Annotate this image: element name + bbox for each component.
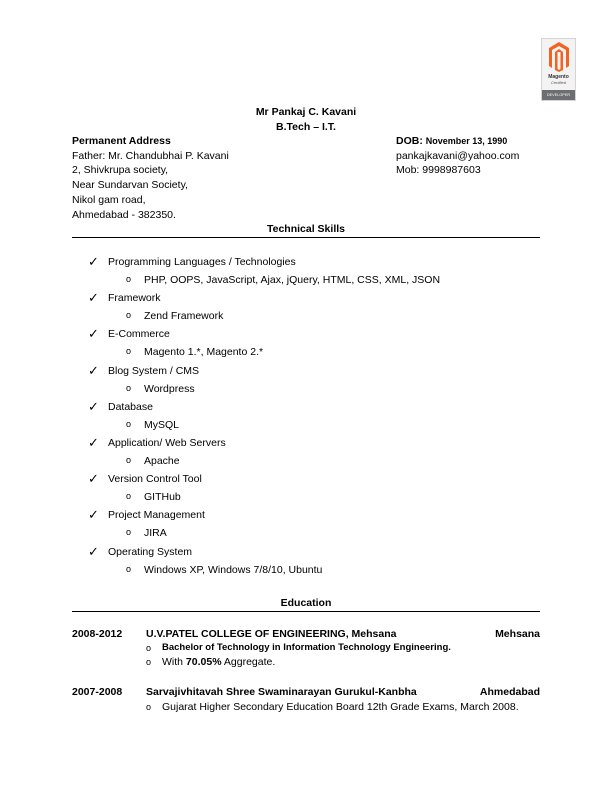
checkmark-icon: ✓ bbox=[88, 434, 99, 450]
aggregate-suffix: Aggregate. bbox=[221, 656, 276, 668]
address-line: Ahmedabad - 382350. bbox=[72, 209, 176, 221]
dob-label: DOB: bbox=[396, 135, 423, 147]
mobile: Mob: 9998987603 bbox=[396, 164, 481, 176]
address-heading: Permanent Address bbox=[72, 135, 171, 147]
skills-list bbox=[88, 254, 548, 580]
aggregate-value: 70.05% bbox=[185, 656, 222, 668]
skill-detail: Zend Framework bbox=[144, 310, 224, 323]
circle-bullet-icon: o bbox=[126, 563, 132, 574]
section-title-technical-skills: Technical Skills bbox=[266, 223, 345, 235]
skill-detail: PHP, OOPS, JavaScript, Ajax, jQuery, HTML, CSS, XML, JSON bbox=[144, 274, 441, 286]
skill-detail: Apache bbox=[144, 454, 180, 467]
dob bbox=[396, 135, 507, 147]
divider bbox=[72, 611, 540, 612]
circle-bullet-icon: o bbox=[126, 527, 132, 538]
aggregate-prefix: With bbox=[162, 656, 186, 668]
checkmark-icon: ✓ bbox=[88, 543, 99, 559]
skill-item bbox=[88, 326, 548, 362]
circle-bullet-icon: o bbox=[126, 346, 132, 357]
email[interactable]: pankajkavani@yahoo.com bbox=[396, 150, 520, 162]
checkmark-icon: ✓ bbox=[88, 254, 99, 269]
section-title-education: Education bbox=[280, 597, 332, 609]
skill-detail: MySQL bbox=[144, 418, 180, 431]
skill-item bbox=[88, 399, 548, 435]
magento-logo-icon bbox=[549, 42, 569, 72]
checkmark-icon: ✓ bbox=[88, 326, 99, 342]
skill-category: Programming Languages / Technologies bbox=[108, 256, 296, 268]
education-institution: U.V.PATEL COLLEGE OF ENGINEERING, Mehsana bbox=[146, 628, 397, 640]
checkmark-icon: ✓ bbox=[88, 362, 99, 378]
address-line: Near Sundarvan Society, bbox=[72, 179, 188, 191]
address-line: Nikol gam road, bbox=[72, 194, 146, 206]
logo-text-magento: Magento bbox=[548, 74, 569, 80]
education-aggregate bbox=[162, 656, 275, 668]
dob-value: November 13, 1990 bbox=[425, 136, 508, 146]
checkmark-icon: ✓ bbox=[88, 507, 99, 523]
skill-detail: Wordpress bbox=[144, 382, 195, 395]
skill-category: Version Control Tool bbox=[108, 473, 202, 486]
skill-detail: Magento 1.*, Magento 2.* bbox=[144, 346, 264, 359]
skill-category: Application/ Web Servers bbox=[108, 436, 226, 449]
skill-item bbox=[88, 471, 548, 507]
address-line: Father: Mr. Chandubhai P. Kavani bbox=[72, 150, 229, 162]
education-location: Mehsana bbox=[495, 628, 540, 640]
skill-item bbox=[88, 254, 548, 290]
circle-bullet-icon: o bbox=[146, 643, 152, 653]
skill-category: Database bbox=[108, 400, 153, 413]
logo-text-developer: DEVELOPER bbox=[542, 90, 575, 100]
skill-category: Project Management bbox=[108, 509, 205, 522]
skill-item bbox=[88, 363, 548, 399]
logo-text-certified: Certified bbox=[551, 80, 566, 85]
circle-bullet-icon: o bbox=[126, 491, 132, 502]
circle-bullet-icon: o bbox=[146, 702, 152, 712]
education-institution: Sarvajivhitavah Shree Swaminarayan Gurukul-Kanbha bbox=[146, 686, 417, 698]
circle-bullet-icon: o bbox=[126, 418, 132, 429]
skill-category: Operating System bbox=[108, 545, 193, 558]
circle-bullet-icon: o bbox=[126, 274, 132, 284]
circle-bullet-icon: o bbox=[126, 454, 132, 465]
skill-detail: Windows XP, Windows 7/8/10, Ubuntu bbox=[144, 563, 323, 576]
skill-item bbox=[88, 544, 548, 580]
checkmark-icon: ✓ bbox=[88, 398, 99, 414]
skill-detail: GITHub bbox=[144, 491, 181, 504]
skill-item bbox=[88, 507, 548, 543]
education-years: 2007-2008 bbox=[72, 686, 123, 698]
skill-item bbox=[88, 290, 548, 326]
education-location: Ahmedabad bbox=[479, 686, 540, 698]
skill-category: Blog System / CMS bbox=[108, 364, 200, 377]
candidate-name: Mr Pankaj C. Kavani bbox=[255, 106, 357, 118]
address-line: 2, Shivkrupa society, bbox=[72, 164, 169, 176]
circle-bullet-icon: o bbox=[126, 382, 132, 393]
checkmark-icon: ✓ bbox=[88, 290, 99, 306]
education-detail: Gujarat Higher Secondary Education Board 12th Grade Exams, March 2008. bbox=[162, 701, 519, 713]
divider bbox=[72, 237, 540, 238]
education-detail: Bachelor of Technology in Information Technology Engineering. bbox=[162, 642, 451, 653]
education-years: 2008-2012 bbox=[72, 628, 123, 640]
candidate-degree: B.Tech – I.T. bbox=[276, 121, 336, 133]
skill-category: Framework bbox=[108, 292, 161, 305]
skill-item bbox=[88, 435, 548, 471]
circle-bullet-icon: o bbox=[146, 657, 152, 667]
skill-detail: JIRA bbox=[144, 527, 167, 540]
skill-category: E-Commerce bbox=[108, 328, 170, 341]
circle-bullet-icon: o bbox=[126, 310, 132, 321]
magento-certified-logo bbox=[541, 38, 576, 101]
checkmark-icon: ✓ bbox=[88, 471, 99, 487]
